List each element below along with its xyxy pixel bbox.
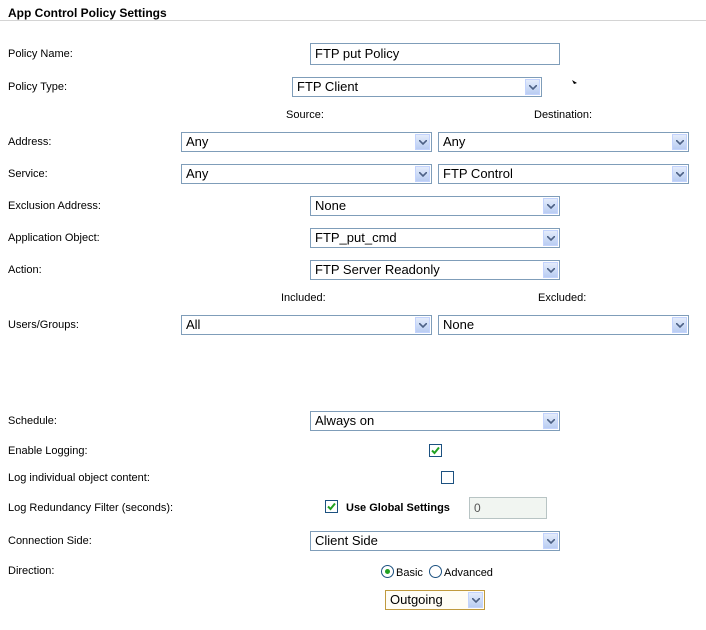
chevron-down-icon	[672, 134, 687, 150]
application-object-select[interactable]	[310, 228, 560, 248]
log-individual-checkbox[interactable]	[441, 471, 454, 484]
exclusion-address-value: None	[315, 198, 347, 213]
address-source-value: Any	[186, 134, 209, 149]
log-redundancy-label: Log Redundancy Filter (seconds):	[8, 502, 174, 514]
direction-advanced-label: Advanced	[444, 567, 493, 579]
direction-label: Direction:	[8, 565, 55, 577]
exclusion-address-select[interactable]	[310, 196, 560, 216]
chevron-down-icon	[415, 166, 430, 182]
chevron-down-icon	[415, 317, 430, 333]
log-individual-label: Log individual object content:	[8, 472, 150, 484]
direction-value: Outgoing	[390, 592, 443, 607]
connection-side-select[interactable]	[310, 531, 560, 551]
address-destination-select[interactable]	[438, 132, 689, 152]
service-label: Service:	[8, 168, 48, 180]
included-header: Included:	[281, 292, 326, 304]
chevron-down-icon	[543, 230, 558, 246]
exclusion-address-label: Exclusion Address:	[8, 200, 101, 212]
service-destination-value: FTP Control	[443, 166, 513, 181]
policy-type-value: FTP Client	[297, 79, 359, 94]
cursor-mark-icon	[572, 80, 578, 86]
address-label: Address:	[8, 136, 52, 148]
checkmark-icon	[326, 501, 337, 512]
page-title: App Control Policy Settings	[8, 6, 167, 20]
direction-advanced-radio[interactable]	[429, 565, 442, 578]
users-groups-label: Users/Groups:	[8, 319, 79, 331]
connection-side-label: Connection Side:	[8, 535, 92, 547]
chevron-down-icon	[672, 166, 687, 182]
direction-basic-radio[interactable]	[381, 565, 394, 578]
chevron-down-icon	[672, 317, 687, 333]
users-excluded-select[interactable]	[438, 315, 689, 335]
enable-logging-checkbox[interactable]	[429, 444, 442, 457]
action-value: FTP Server Readonly	[315, 262, 440, 277]
schedule-label: Schedule:	[8, 415, 57, 427]
application-object-label: Application Object:	[8, 232, 100, 244]
chevron-down-icon	[543, 413, 558, 429]
action-label: Action:	[8, 264, 42, 276]
users-excluded-value: None	[443, 317, 475, 332]
enable-logging-label: Enable Logging:	[8, 445, 88, 457]
action-select[interactable]	[310, 260, 560, 280]
title-divider	[0, 20, 706, 21]
address-source-select[interactable]	[181, 132, 432, 152]
address-destination-value: Any	[443, 134, 466, 149]
users-included-value: All	[186, 317, 201, 332]
direction-basic-label: Basic	[396, 567, 423, 579]
source-header: Source:	[286, 109, 324, 121]
policy-name-label: Policy Name:	[8, 48, 73, 60]
use-global-settings-label: Use Global Settings	[346, 502, 450, 514]
schedule-value: Always on	[315, 413, 375, 428]
excluded-header: Excluded:	[538, 292, 587, 304]
direction-select[interactable]	[385, 590, 485, 610]
application-object-value: FTP_put_cmd	[315, 230, 397, 245]
policy-type-select[interactable]	[292, 77, 542, 97]
chevron-down-icon	[543, 262, 558, 278]
policy-type-label: Policy Type:	[8, 81, 68, 93]
service-source-select[interactable]	[181, 164, 432, 184]
service-destination-select[interactable]	[438, 164, 689, 184]
checkmark-icon	[430, 445, 441, 456]
users-included-select[interactable]	[181, 315, 432, 335]
chevron-down-icon	[543, 198, 558, 214]
connection-side-value: Client Side	[315, 533, 378, 548]
chevron-down-icon	[543, 533, 558, 549]
policy-name-input[interactable]: FTP put Policy	[310, 43, 560, 65]
chevron-down-icon	[468, 592, 483, 608]
schedule-select[interactable]	[310, 411, 560, 431]
radio-selected-dot	[385, 569, 390, 574]
chevron-down-icon	[525, 79, 540, 95]
redundancy-seconds-input[interactable]: 0	[469, 497, 547, 519]
use-global-settings-checkbox[interactable]	[325, 500, 338, 513]
chevron-down-icon	[415, 134, 430, 150]
destination-header: Destination:	[534, 109, 593, 121]
service-source-value: Any	[186, 166, 209, 181]
